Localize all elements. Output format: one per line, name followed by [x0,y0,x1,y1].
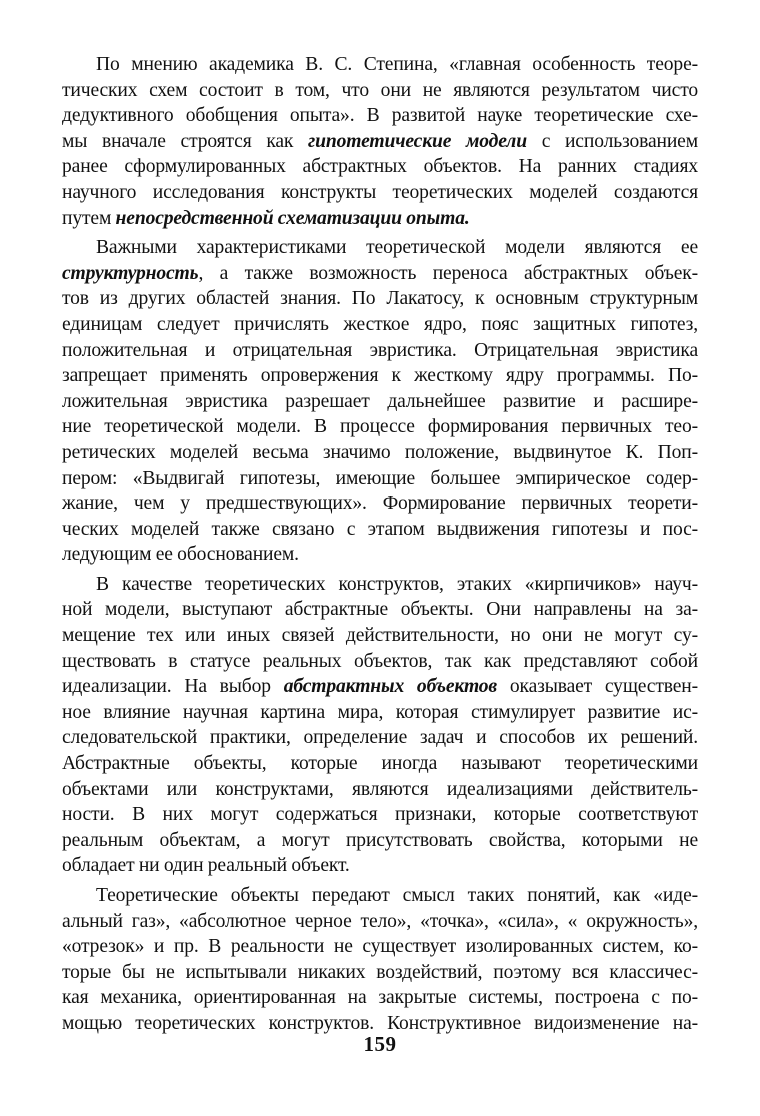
text-segment: ранее сформулированных абстрактных объектов. На ранних стадиях [62,156,698,178]
paragraph [62,52,698,231]
text-line [62,777,698,803]
text-segment: кая механика, ориентированная на закрытые системы, построена с по- [62,987,698,1009]
text-segment: идеализации. На выбор [62,676,284,698]
text-line [62,261,698,287]
text-line [62,802,698,828]
text-segment: В качестве теоретических конструктов, этаких «кирпичиков» науч- [96,573,698,595]
text-line [62,491,698,517]
text-segment: оказывает существен- [497,676,699,698]
paragraph [62,572,698,879]
text-segment: с использованием [526,130,698,152]
text-segment: По мнению академика В. С. Степина, «главная особенность теоре- [96,54,698,75]
text-line [62,751,698,777]
emphasized-term: гипотетические модели [308,130,527,152]
text-segment: единицам следует причислять жесткое ядро, пояс защитных гипотез, [62,313,698,335]
text-segment: мещение тех или иных связей действительности, но они не могут су- [62,625,698,647]
text-line [62,572,698,598]
text-segment: ложительная эвристика разрешает дальнейшее развитие и расшире- [62,390,698,412]
text-line [62,363,698,389]
text-line [62,235,698,261]
text-segment: дедуктивного обобщения опыта». В развитой науке теоретические схе- [62,105,698,127]
text-segment: ретических моделей весьма значимо положение, выдвинутое К. Поп- [62,441,698,463]
text-segment: мощью теоретических конструктов. Конструктивное видоизменение на- [62,1012,698,1034]
text-line [62,542,698,568]
text-segment: обладает ни один реальный объект. [62,855,350,877]
text-segment: пером: «Выдвигай гипотезы, имеющие большее эмпирическое содер- [62,467,698,489]
text-line [62,649,698,675]
text-segment: положительная и отрицательная эвристика. Отрицательная эвристика [62,339,698,361]
text-segment: Абстрактные объекты, которые иногда называют теоретическими [62,753,698,775]
text-line [62,286,698,312]
text-segment: научного исследования конструкты теоретических моделей создаются [62,181,698,203]
text-line [62,985,698,1011]
text-segment: ние теоретической модели. В процессе формирования первичных тео- [62,416,698,438]
text-line [62,517,698,543]
text-line [62,78,698,104]
text-segment: Теоретические объекты передают смысл таких понятий, как «иде- [96,885,698,906]
body-text [62,52,698,1037]
text-segment: ности. В них могут содержаться признаки, которые соответствуют [62,804,698,826]
page-number: 159 [363,1032,397,1056]
emphasized-term: структурность [62,262,199,284]
text-line [62,52,698,78]
paragraph [62,883,698,1037]
text-line [62,389,698,415]
text-segment: объектами или конструктами, являются идеализациями действитель- [62,778,698,800]
text-line [62,960,698,986]
text-segment: ществовать в статусе реальных объектов, так как представляют собой [62,650,698,672]
text-line [62,934,698,960]
text-line [62,828,698,854]
text-segment: тов из других областей знания. По Лакатосу, к основным структурным [62,288,698,310]
text-line [62,129,698,155]
text-line [62,312,698,338]
text-line [62,674,698,700]
text-segment: ной модели, выступают абстрактные объекты. Они направлены на за- [62,599,698,621]
text-segment: ное влияние научная картина мира, которая стимулирует развитие ис- [62,701,698,723]
text-line [62,883,698,909]
text-line [62,909,698,935]
text-segment: жание, чем у предшествующих». Формирование первичных теорети- [62,493,698,515]
text-segment: следовательской практики, определение задач и способов их решений. [62,727,698,749]
text-segment: , а также возможность переноса абстрактных объек- [198,262,698,284]
text-segment: торые бы не испытывали никаких воздействий, поэтому вся классичес- [62,961,698,983]
text-line [62,338,698,364]
text-line [62,700,698,726]
text-segment: путем [62,207,116,229]
text-segment: запрещает применять опровержения к жесткому ядру программы. По- [62,365,698,387]
text-segment: мы вначале строятся как [62,130,309,152]
emphasized-term: непосредственной схематизации опыта. [115,207,470,229]
text-line [62,440,698,466]
text-segment: ледующим ее обоснованием. [62,544,299,566]
text-segment: альный газ», «абсолютное черное тело», «точка», «сила», « окружность», [62,910,698,932]
text-segment: «отрезок» и пр. В реальности не существует изолированных систем, ко- [62,936,698,958]
text-line [62,103,698,129]
text-line [62,725,698,751]
text-segment: реальным объектам, а могут присутствовать свойства, которыми не [62,829,698,851]
emphasized-term: абстрактных объектов [283,676,498,698]
text-line [62,466,698,492]
text-line [62,180,698,206]
text-segment: Важными характеристиками теоретической модели являются ее [96,237,698,259]
paragraph [62,235,698,568]
text-line [62,623,698,649]
text-segment: ческих моделей также связано с этапом выдвижения гипотезы и пос- [62,518,698,540]
text-line [62,154,698,180]
text-line [62,597,698,623]
text-line [62,206,698,232]
text-line [62,414,698,440]
text-segment: тических схем состоит в том, что они не являются результатом чисто [62,79,698,101]
text-line [62,853,698,879]
